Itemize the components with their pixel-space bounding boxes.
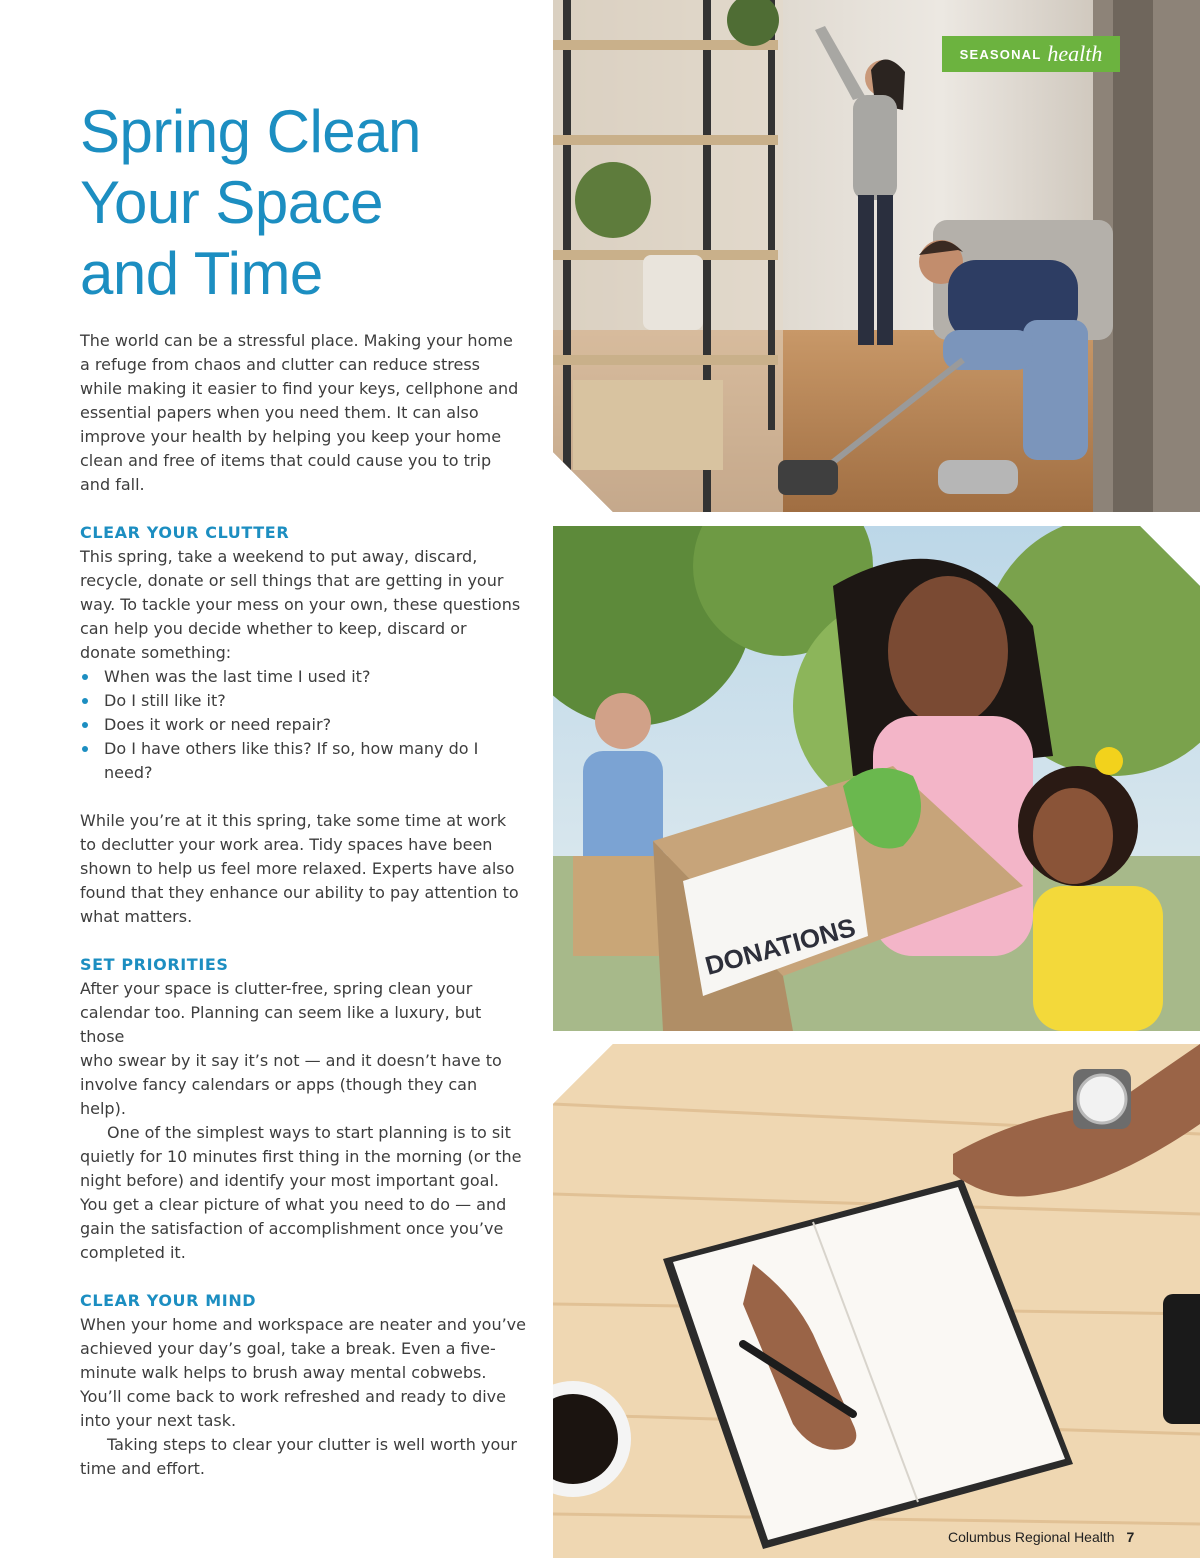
photo-cleaning-home (553, 0, 1200, 512)
text-line: and fall. (80, 475, 145, 494)
text-line: After your space is clutter-free, spring clean your (80, 979, 473, 998)
text-line: improve your health by helping you keep your home (80, 427, 502, 446)
photo-column (553, 0, 1200, 1558)
text-line: This spring, take a weekend to put away, discard, (80, 547, 478, 566)
text-line: a refuge from chaos and clutter can reduce stress (80, 355, 480, 374)
text-line: involve fancy calendars or apps (though they can help). (80, 1075, 478, 1118)
photo-cleaning-home-art (553, 0, 1200, 512)
section-paragraph (80, 1313, 528, 1433)
list-item: When was the last time I used it? (80, 665, 528, 689)
text-line: One of the simplest ways to start planning is to sit (107, 1123, 511, 1142)
text-line: essential papers when you need them. It can also (80, 403, 479, 422)
bullet-icon (82, 698, 88, 704)
text-line: completed it. (80, 1243, 186, 1262)
text-line: found that they enhance our ability to pay attention to (80, 883, 519, 902)
text-line: time and effort. (80, 1459, 206, 1478)
donations-label: DONATIONS (701, 912, 859, 981)
text-line: what matters. (80, 907, 193, 926)
article-title (80, 96, 540, 309)
text-line: clean and free of items that could cause you to trip (80, 451, 492, 470)
photo-planning-notebook-art (553, 1044, 1200, 1558)
question-list (80, 665, 528, 785)
section-heading: SET PRIORITIES (80, 955, 229, 974)
title-line: Your Space (80, 169, 384, 236)
bullet-icon (82, 674, 88, 680)
text-line: while making it easier to find your keys, cellphone and (80, 379, 519, 398)
text-line: way. To tackle your mess on your own, these questions (80, 595, 521, 614)
text-line: can help you decide whether to keep, discard or (80, 619, 467, 638)
badge-word-seasonal: SEASONAL (959, 46, 1042, 62)
bullet-icon (82, 746, 88, 752)
text-line: who swear by it say it’s not — and it doesn’t have to (80, 1051, 502, 1070)
list-item: Do I still like it? (80, 689, 528, 713)
text-line: When your home and workspace are neater and you’ve (80, 1315, 526, 1334)
text-line: shown to help us feel more relaxed. Experts have also (80, 859, 515, 878)
photo-donations-art (553, 526, 1200, 1031)
bullet-icon (82, 722, 88, 728)
text-line: calendar too. Planning can seem like a luxury, but those (80, 1003, 482, 1046)
text-line: Taking steps to clear your clutter is well worth your (107, 1435, 517, 1454)
section-paragraph (80, 977, 528, 1121)
text-line: While you’re at it this spring, take some time at work (80, 811, 507, 830)
text-line: gain the satisfaction of accomplishment once you’ve (80, 1219, 504, 1238)
photo-planning-notebook (553, 1044, 1200, 1558)
text-line: recycle, donate or sell things that are getting in your (80, 571, 504, 590)
article-body (80, 329, 528, 1481)
page-footer (948, 1529, 1148, 1545)
list-item: Do I have others like this? If so, how many do I need? (80, 737, 528, 785)
text-line: You get a clear picture of what you need to do — and (80, 1195, 507, 1214)
section-heading: CLEAR YOUR MIND (80, 1291, 257, 1310)
section-badge (942, 36, 1120, 72)
intro-paragraph (80, 329, 528, 497)
section-heading: CLEAR YOUR CLUTTER (80, 523, 290, 542)
badge-word-health: health (1047, 41, 1103, 66)
text-line: donate something: (80, 643, 232, 662)
photo-donations (553, 526, 1200, 1031)
text-line: achieved your day’s goal, take a break. Even a five- (80, 1339, 496, 1358)
publication-name: Columbus Regional Health (948, 1529, 1115, 1545)
text-line: minute walk helps to brush away mental cobwebs. (80, 1363, 487, 1382)
section-paragraph (80, 809, 528, 929)
text-line: The world can be a stressful place. Making your home (80, 331, 513, 350)
title-line: and Time (80, 240, 323, 307)
list-item: Does it work or need repair? (80, 713, 528, 737)
text-line: You’ll come back to work refreshed and ready to dive (80, 1387, 506, 1406)
text-line: night before) and identify your most important goal. (80, 1171, 500, 1190)
page-number: 7 (1126, 1529, 1135, 1545)
section-paragraph (80, 1433, 528, 1481)
title-line: Spring Clean (80, 98, 421, 165)
section-paragraph (80, 1121, 528, 1265)
text-line: to declutter your work area. Tidy spaces have been (80, 835, 493, 854)
section-paragraph (80, 545, 528, 665)
text-line: quietly for 10 minutes first thing in the morning (or the (80, 1147, 522, 1166)
text-line: into your next task. (80, 1411, 237, 1430)
